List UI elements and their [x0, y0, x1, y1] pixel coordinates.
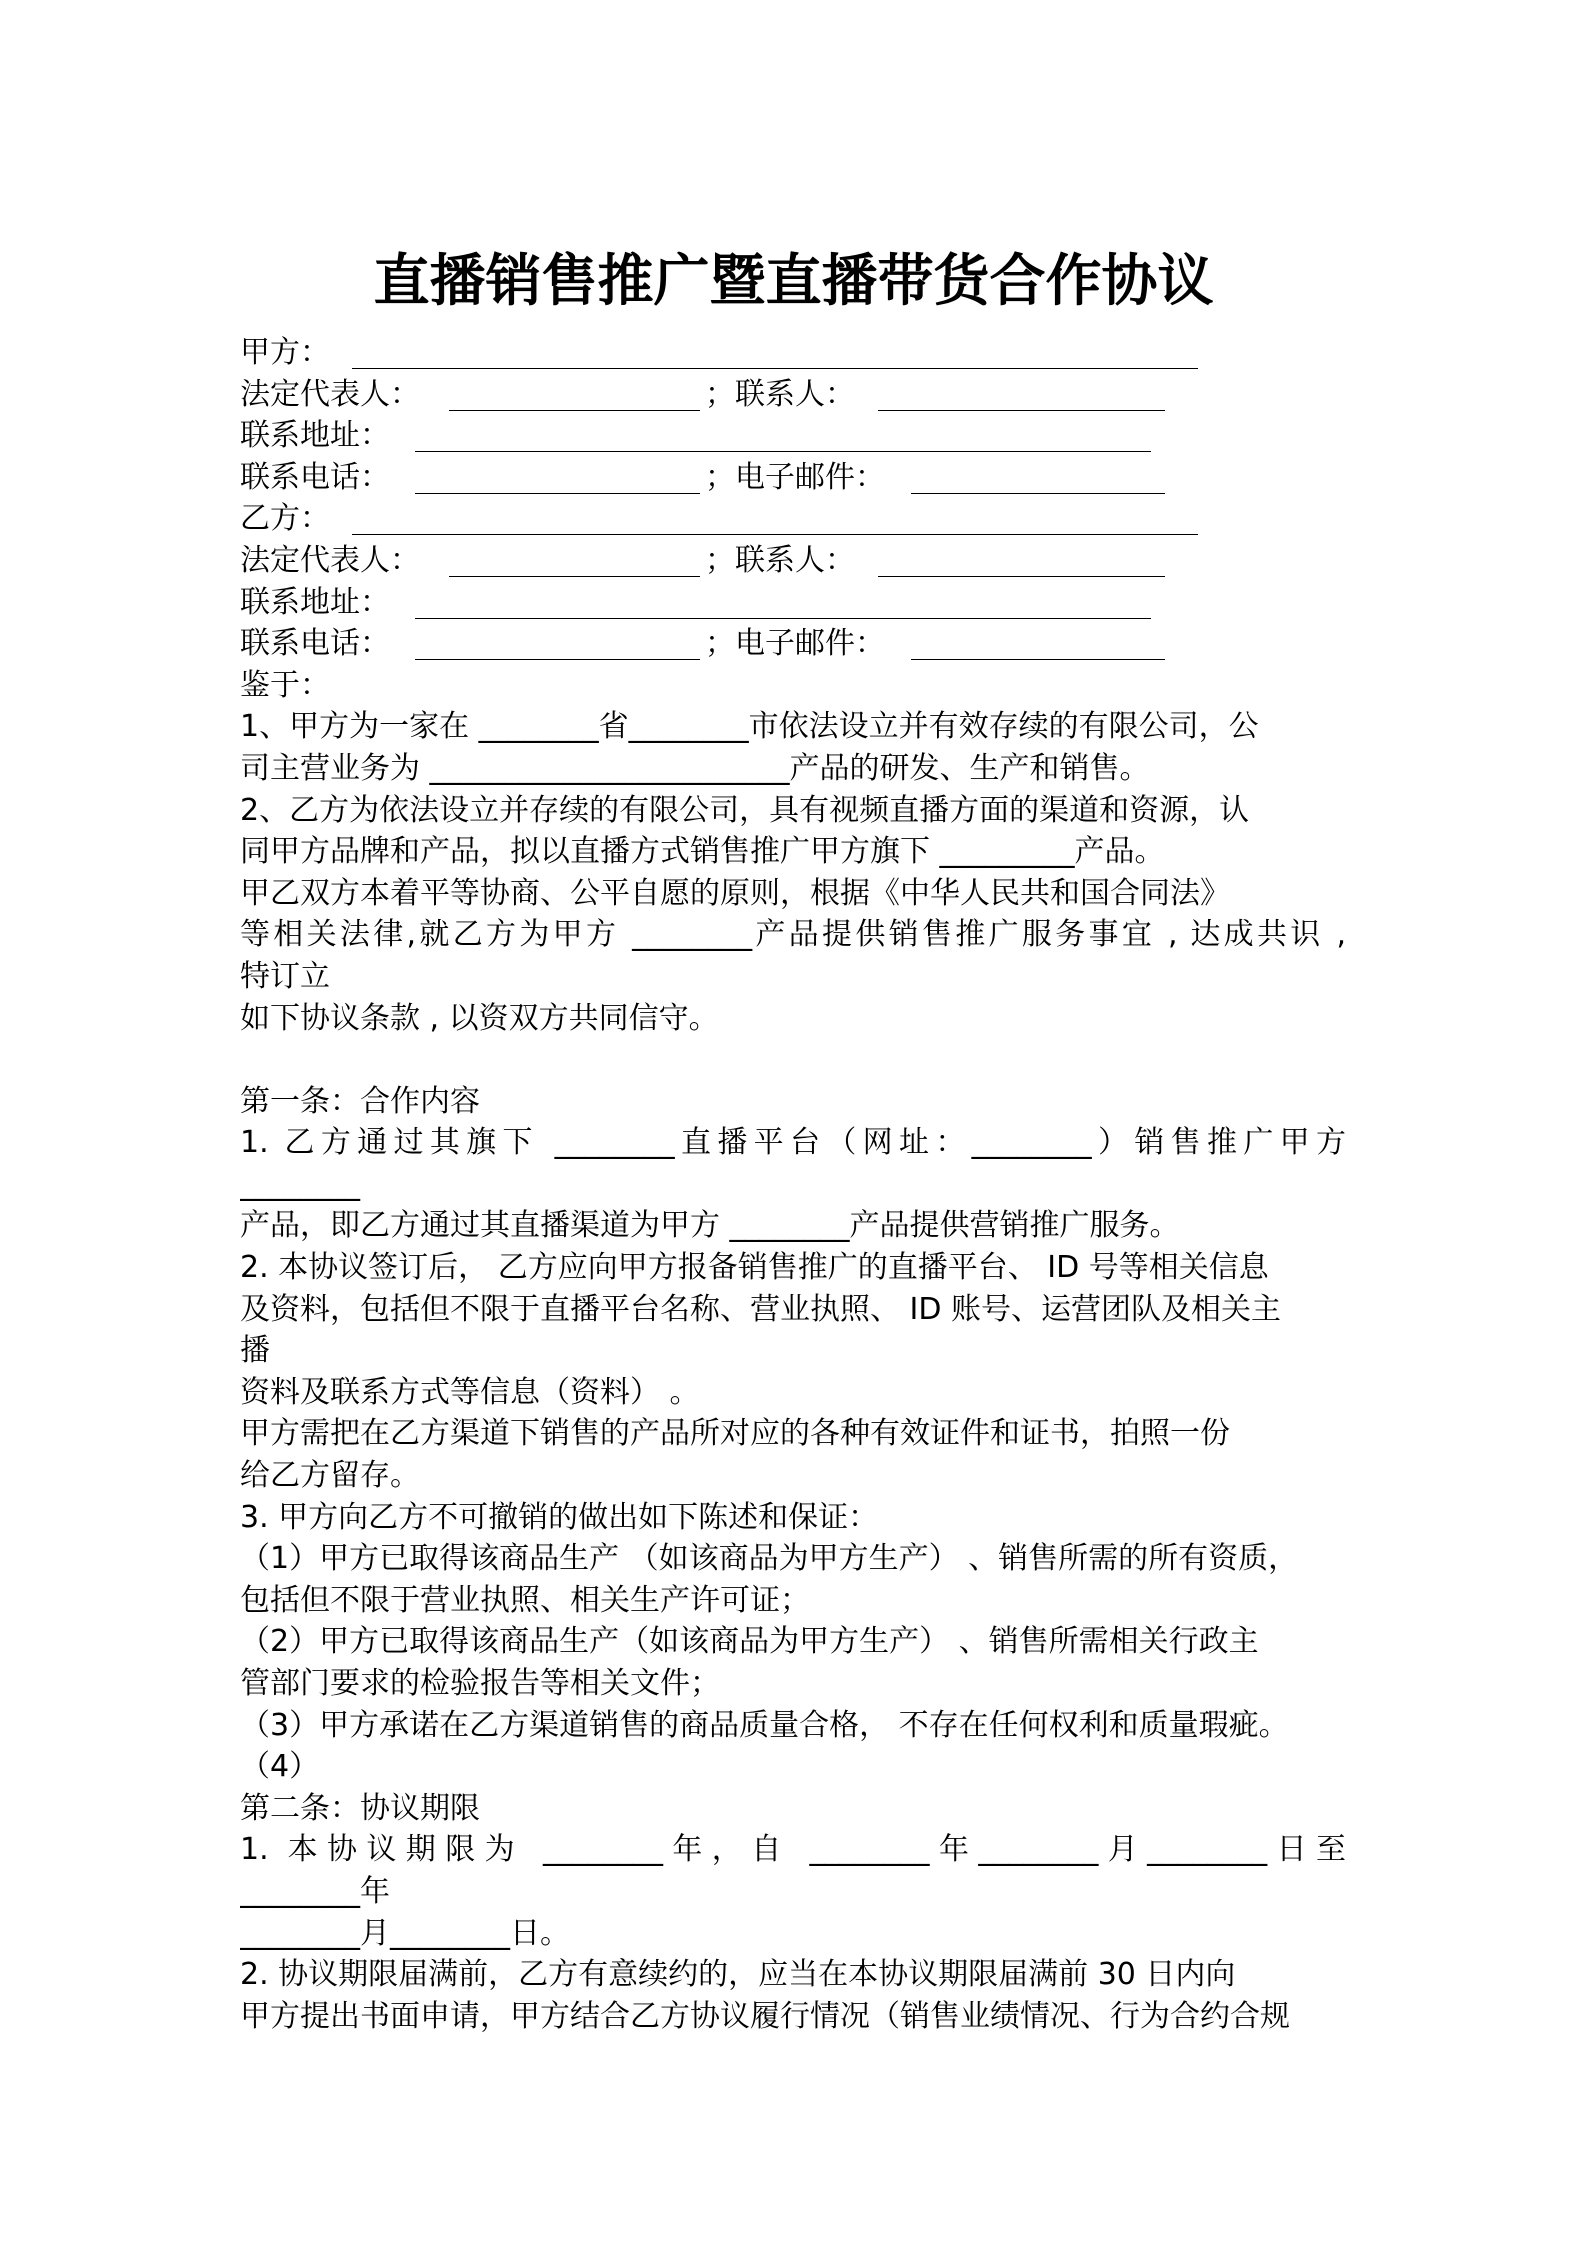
party-b-contact-blank — [878, 546, 1165, 577]
clause-line: （4） — [240, 1749, 320, 1785]
party-b-phone-blank — [415, 629, 700, 660]
recital-line: 1、甲方为一家在 ________省________市依法设立并有效存续的有限公司，公 — [240, 709, 1259, 745]
recital-line: 司主营业务为 ________________________产品的研发、生产和销售。 — [240, 750, 1150, 786]
party-a-contact-label: ；联系人： — [705, 376, 855, 412]
party-b-address-row — [240, 582, 1346, 624]
party-a-contact-blank — [878, 380, 1165, 411]
clause-line: ________ — [240, 1166, 360, 1202]
document-title: 直播销售推广暨直播带货合作协议 — [373, 251, 1214, 313]
clause-line: 管部门要求的检验报告等相关文件； — [240, 1666, 720, 1701]
party-a-address-row — [240, 415, 1346, 457]
clause-line: 2. 协议期限届满前，乙方有意续约的，应当在本协议期限届满前 30 日内向 — [240, 1957, 1236, 1993]
clause-line: 播 — [240, 1333, 270, 1369]
party-b-address-blank — [415, 588, 1151, 619]
recital-line: 甲乙双方本着平等协商、公平自愿的原则，根据《中华人民共和国合同法》 — [240, 875, 1230, 911]
clause-line: 甲方提出书面申请，甲方结合乙方协议履行情况（销售业绩情况、行为合约合规 — [240, 1998, 1290, 2034]
party-a-legal-rep-label: 法定代表人： — [240, 376, 420, 412]
party-a-email-blank — [911, 463, 1165, 494]
recital-line: 等相关法律,就乙方为甲方 ________产品提供销售推广服务事宜 , 达成共识 , — [240, 917, 1346, 953]
party-b-email-label: ；电子邮件： — [705, 626, 885, 662]
party-a-phone-label: 联系电话： — [240, 459, 390, 495]
party-a-address-blank — [415, 421, 1151, 452]
clause-line: 产品，即乙方通过其直播渠道为甲方 ________产品提供营销推广服务。 — [240, 1208, 1180, 1244]
party-b-label: 乙方： — [240, 501, 330, 537]
article-2-heading: 第二条：协议期限 — [240, 1790, 480, 1826]
clause-line: 及资料，包括但不限于直播平台名称、营业执照、 ID 账号、运营团队及相关主 — [240, 1291, 1282, 1327]
party-a-address-label: 联系地址： — [240, 418, 390, 454]
clause-line: （1）甲方已取得该商品生产 （如该商品为甲方生产） 、销售所需的所有资质， — [240, 1541, 1299, 1577]
clause-line: （2）甲方已取得该商品生产（如该商品为甲方生产） 、销售所需相关行政主 — [240, 1624, 1259, 1660]
party-a-legal-rep-row — [240, 374, 1346, 416]
party-a-legal-rep-blank — [449, 380, 700, 411]
party-b-phone-label: 联系电话： — [240, 626, 390, 662]
party-a-email-label: ；电子邮件： — [705, 459, 885, 495]
party-b-phone-row — [240, 623, 1346, 665]
party-a-phone-blank — [415, 463, 700, 494]
clause-line: 1. 本协议期限为 ________年，自 ________年________月________日至 — [240, 1832, 1346, 1868]
party-b-legal-rep-row — [240, 540, 1346, 582]
clause-line: ________年 — [240, 1873, 390, 1909]
clause-line: （3）甲方承诺在乙方渠道销售的商品质量合格， 不存在任何权利和质量瑕疵。 — [240, 1707, 1289, 1743]
clause-line: 资料及联系方式等信息（资料） 。 — [240, 1374, 700, 1410]
party-b-email-blank — [911, 629, 1165, 660]
clause-line: 2. 本协议签订后， 乙方应向甲方报备销售推广的直播平台、 ID 号等相关信息 — [240, 1250, 1269, 1286]
party-b-row — [240, 498, 1346, 540]
recital-line: 特订立 — [240, 958, 330, 994]
clause-line: ________月________日。 — [240, 1915, 570, 1951]
party-b-legal-rep-label: 法定代表人： — [240, 542, 420, 578]
party-a-name-blank — [352, 338, 1198, 369]
clause-line: 包括但不限于营业执照、相关生产许可证； — [240, 1582, 810, 1618]
party-b-address-label: 联系地址： — [240, 584, 390, 620]
article-1-heading: 第一条：合作内容 — [240, 1083, 480, 1119]
recital-line: 2、乙方为依法设立并存续的有限公司，具有视频直播方面的渠道和资源，认 — [240, 792, 1250, 828]
document-body — [240, 332, 1346, 2037]
spacer — [240, 1039, 1346, 1081]
party-a-label: 甲方： — [240, 335, 330, 370]
recital-line: 如下协议条款 , 以资双方共同信守。 — [240, 1000, 719, 1036]
party-a-phone-row — [240, 457, 1346, 499]
party-b-name-blank — [352, 504, 1198, 535]
clause-line: 给乙方留存。 — [240, 1458, 420, 1494]
recitals-heading: 鉴于： — [240, 667, 330, 703]
clause-line: 甲方需把在乙方渠道下销售的产品所对应的各种有效证件和证书，拍照一份 — [240, 1416, 1230, 1452]
party-b-legal-rep-blank — [449, 546, 700, 577]
recital-line: 同甲方品牌和产品，拟以直播方式销售推广甲方旗下 _________产品。 — [240, 834, 1165, 870]
clause-line: 3. 甲方向乙方不可撤销的做出如下陈述和保证： — [240, 1499, 879, 1535]
party-a-row — [240, 332, 1346, 374]
clause-line: 1. 乙方通过其旗下 ________直播平台（网址：________）销售推广甲方 — [240, 1125, 1346, 1161]
party-b-contact-label: ；联系人： — [705, 542, 855, 578]
